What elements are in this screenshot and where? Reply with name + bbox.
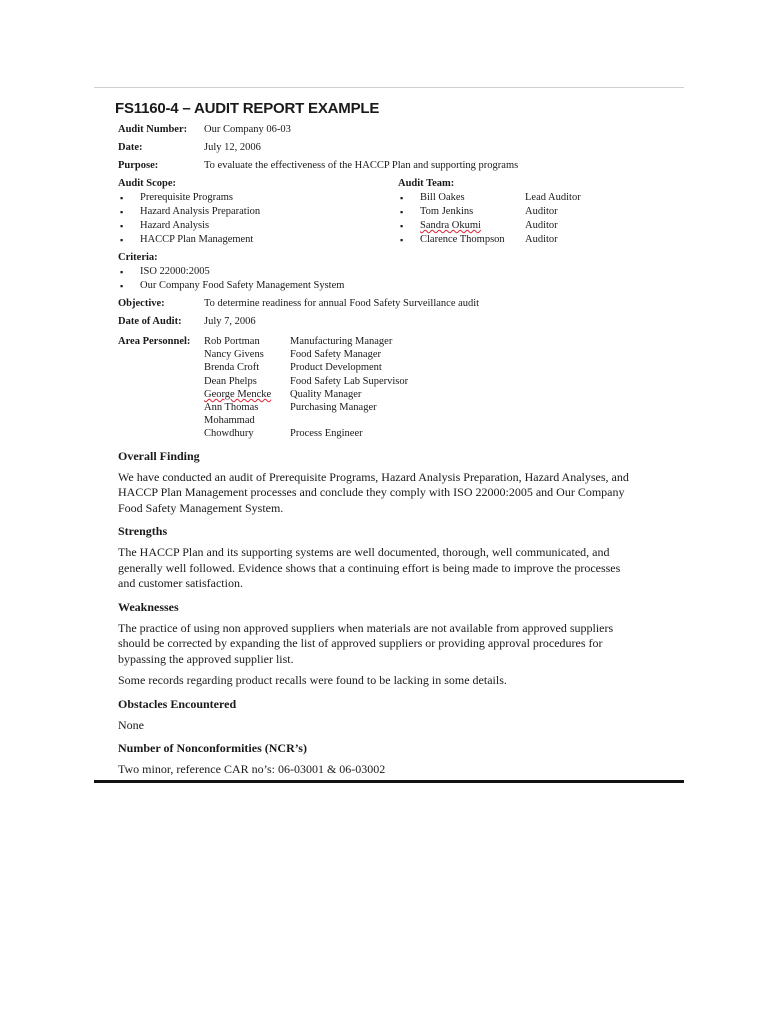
- personnel-role: Purchasing Manager: [290, 402, 377, 414]
- team-member-role: Auditor: [525, 220, 558, 231]
- list-item: ▪ Hazard Analysis: [118, 219, 398, 233]
- team-member-name: ▪ Tom Jenkins: [420, 206, 474, 217]
- list-item: ▪ HACCP Plan Management: [118, 233, 398, 247]
- list-item: [398, 219, 638, 233]
- nonconformities-text: Two minor, reference CAR no’s: 06-03001 & 06-03002: [118, 762, 386, 777]
- purpose-row: [118, 159, 638, 173]
- purpose-label: Purpose:: [118, 160, 159, 171]
- personnel-row: [204, 348, 408, 361]
- overall-finding-heading: Overall Finding: [118, 448, 200, 463]
- top-rule: [94, 87, 684, 88]
- personnel-row: [204, 335, 408, 348]
- area-personnel-label: Area Personnel:: [118, 336, 191, 347]
- team-member-role: Auditor: [525, 234, 558, 245]
- list-item: ▪ Hazard Analysis Preparation: [118, 205, 398, 219]
- personnel-row: [204, 401, 408, 414]
- personnel-role: Food Safety Manager: [290, 349, 381, 361]
- audit-number-value: Our Company 06-03: [204, 124, 291, 135]
- personnel-name: Brenda Croft: [204, 362, 260, 374]
- document-title: FS1160-4 – AUDIT REPORT EXAMPLE: [115, 100, 380, 117]
- criteria-label: Criteria:: [118, 252, 158, 263]
- personnel-role: Product Development: [290, 362, 382, 374]
- nonconformities-heading: Number of Nonconformities (NCR’s): [118, 741, 307, 756]
- date-of-audit-row: [118, 315, 638, 329]
- list-item: [398, 205, 638, 219]
- objective-value: To determine readiness for annual Food Safety Surveillance audit: [204, 298, 480, 309]
- bottom-rule: [94, 780, 684, 783]
- audit-scope-list: [118, 191, 398, 247]
- audit-team-list: [398, 191, 638, 247]
- weaknesses-text-2: Some records regarding product recalls were found to be lacking in some details.: [118, 673, 507, 688]
- personnel-role: Manufacturing Manager: [290, 336, 393, 347]
- audit-scope-label: Audit Scope:: [118, 178, 177, 189]
- criteria: [118, 251, 638, 293]
- audit-team: [398, 177, 638, 247]
- personnel-name: Rob Portman: [204, 336, 260, 347]
- team-member-name: ▪ Bill Oakes: [420, 192, 465, 203]
- criteria-list: [118, 265, 638, 293]
- personnel-row: [204, 388, 408, 401]
- personnel-row: [204, 414, 408, 427]
- team-member-name: ▪ Clarence Thompson: [420, 234, 505, 245]
- list-item: ▪ Prerequisite Programs: [118, 191, 398, 205]
- team-member-role: Auditor: [525, 206, 558, 217]
- personnel-name: Chowdhury: [204, 428, 254, 440]
- objective-label: Objective:: [118, 298, 165, 309]
- personnel-row: [204, 427, 408, 440]
- area-personnel: [118, 335, 638, 441]
- team-member-name-text: Sandra Okumi: [420, 220, 481, 231]
- audit-report-document: [115, 96, 638, 778]
- obstacles-text: None: [118, 717, 144, 732]
- date-of-audit-value: July 7, 2006: [204, 316, 256, 327]
- personnel-name: [204, 388, 290, 401]
- purpose-value: To evaluate the effectiveness of the HACCP Plan and supporting programs: [204, 160, 519, 171]
- scope-team-section: [118, 177, 638, 247]
- team-member-name: [420, 219, 525, 233]
- list-item: ▪ ISO 22000:2005: [118, 265, 638, 279]
- area-personnel-list: [204, 335, 408, 441]
- list-item: ▪ Our Company Food Safety Management System: [118, 279, 638, 293]
- personnel-row: [204, 375, 408, 388]
- date-value: July 12, 2006: [204, 142, 261, 153]
- date-row: [118, 141, 638, 155]
- personnel-name: Mohammad: [204, 415, 255, 427]
- strengths-text: The HACCP Plan and its supporting systems are well documented, thorough, well communicated, and generally well followed. Evidence shows that a continuing effort is being made to improve the processes and customer satisfaction.: [118, 545, 621, 591]
- audit-number-row: [118, 123, 638, 137]
- personnel-name: Ann Thomas: [204, 402, 259, 414]
- weaknesses-text: The practice of using non approved suppliers when materials are not available from approved suppliers should be corrected by expanding the list of approved suppliers or providing approval procedures for bypassing the approved supplier list.: [118, 620, 614, 666]
- team-member-role: Lead Auditor: [525, 192, 581, 203]
- personnel-name: Nancy Givens: [204, 349, 264, 361]
- audit-scope: [118, 177, 398, 247]
- objective-row: [118, 297, 638, 311]
- personnel-name: Dean Phelps: [204, 375, 257, 387]
- personnel-role: Quality Manager: [290, 388, 362, 400]
- personnel-role: Process Engineer: [290, 428, 363, 440]
- list-item: [398, 191, 638, 205]
- list-item: [398, 233, 638, 247]
- audit-number-label: Audit Number:: [118, 124, 188, 135]
- strengths-heading: Strengths: [118, 524, 168, 539]
- audit-team-label: Audit Team:: [398, 178, 455, 189]
- personnel-row: [204, 361, 408, 374]
- personnel-name-text: George Mencke: [204, 388, 272, 400]
- date-of-audit-label: Date of Audit:: [118, 316, 182, 327]
- date-label: Date:: [118, 142, 143, 153]
- personnel-role: Food Safety Lab Supervisor: [290, 375, 409, 387]
- weaknesses-heading: Weaknesses: [118, 599, 179, 614]
- overall-finding-text: We have conducted an audit of Prerequisite Programs, Hazard Analysis Preparation, Hazard Analyses, and HACCP Plan Management processes and conclude they comply with ISO 22000:2005 and Our Company Food Safety Management System.: [118, 469, 629, 515]
- obstacles-heading: Obstacles Encountered: [118, 696, 237, 711]
